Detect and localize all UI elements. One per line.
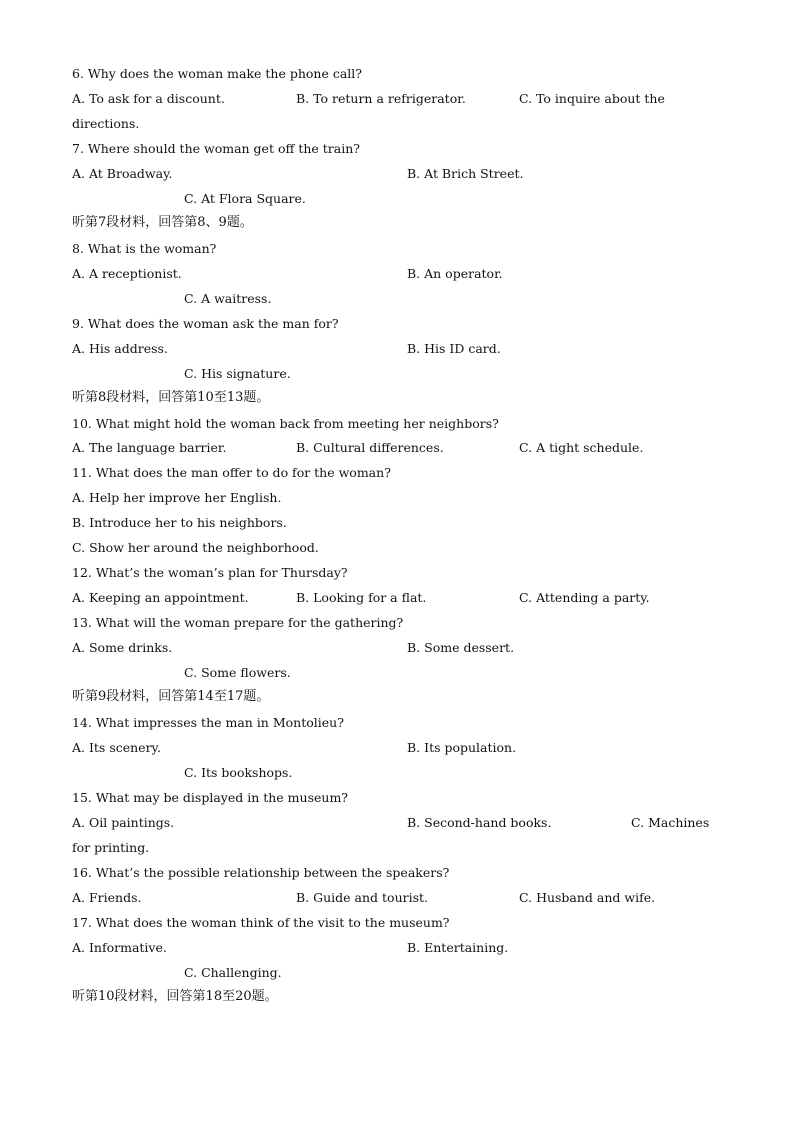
question-7-stem: 7. Where should the woman get off the train? xyxy=(72,141,360,156)
question-7-option-b: B. At Brich Street. xyxy=(407,166,524,181)
question-6-option-c: C. To inquire about the xyxy=(519,91,665,106)
question-15-option-c: C. Machines xyxy=(631,815,710,830)
question-7-option-a: A. At Broadway. xyxy=(72,166,173,181)
question-12-option-b: B. Looking for a flat. xyxy=(296,590,427,605)
section-heading-9: 听第9段材料，回答第14至17题。 xyxy=(72,689,270,704)
question-16-option-a: A. Friends. xyxy=(72,890,142,905)
question-17-option-b: B. Entertaining. xyxy=(407,940,509,955)
question-17-stem: 17. What does the woman think of the visit to the museum? xyxy=(72,915,450,930)
section-heading-8: 听第8段材料，回答第10至13题。 xyxy=(72,390,270,405)
question-9-option-b: B. His ID card. xyxy=(407,341,501,356)
section-heading-10: 听第10段材料，回答第18至20题。 xyxy=(72,989,278,1004)
question-8-option-c: C. A waitress. xyxy=(184,291,272,306)
question-12-option-a: A. Keeping an appointment. xyxy=(72,590,249,605)
question-10-option-b: B. Cultural differences. xyxy=(296,440,444,455)
question-11-option-c: C. Show her around the neighborhood. xyxy=(72,540,319,555)
question-7-option-c: C. At Flora Square. xyxy=(184,191,306,206)
question-14-option-a: A. Its scenery. xyxy=(72,740,161,755)
question-14-option-b: B. Its population. xyxy=(407,740,517,755)
question-15-option-c-continued: for printing. xyxy=(72,840,150,855)
question-8-stem: 8. What is the woman? xyxy=(72,241,217,256)
question-12-stem: 12. What’s the woman’s plan for Thursday? xyxy=(72,565,348,580)
question-11-stem: 11. What does the man offer to do for the woman? xyxy=(72,465,391,480)
question-12-option-c: C. Attending a party. xyxy=(519,590,650,605)
question-15-option-a: A. Oil paintings. xyxy=(72,815,175,830)
question-10-stem: 10. What might hold the woman back from meeting her neighbors? xyxy=(72,416,499,431)
question-17-option-c: C. Challenging. xyxy=(184,965,282,980)
question-8-option-a: A. A receptionist. xyxy=(72,266,182,281)
question-15-stem: 15. What may be displayed in the museum? xyxy=(72,790,349,805)
question-16-stem: 16. What’s the possible relationship between the speakers? xyxy=(72,865,450,880)
question-6-stem: 6. Why does the woman make the phone call? xyxy=(72,66,362,81)
question-13-option-b: B. Some dessert. xyxy=(407,640,515,655)
question-14-option-c: C. Its bookshops. xyxy=(184,765,293,780)
question-10-option-c: C. A tight schedule. xyxy=(519,440,644,455)
question-6-option-a: A. To ask for a discount. xyxy=(72,91,225,106)
question-13-option-c: C. Some flowers. xyxy=(184,665,291,680)
question-9-option-a: A. His address. xyxy=(72,341,168,356)
question-9-option-c: C. His signature. xyxy=(184,366,291,381)
question-14-stem: 14. What impresses the man in Montolieu? xyxy=(72,715,344,730)
question-13-stem: 13. What will the woman prepare for the gathering? xyxy=(72,615,404,630)
section-heading-7: 听第7段材料，回答第8、9题。 xyxy=(72,215,253,230)
question-11-option-a: A. Help her improve her English. xyxy=(72,490,282,505)
question-6-option-c-continued: directions. xyxy=(72,116,140,131)
question-13-option-a: A. Some drinks. xyxy=(72,640,173,655)
question-8-option-b: B. An operator. xyxy=(407,266,503,281)
question-15-option-b: B. Second-hand books. xyxy=(407,815,552,830)
question-16-option-c: C. Husband and wife. xyxy=(519,890,656,905)
question-6-option-b: B. To return a refrigerator. xyxy=(296,91,466,106)
question-9-stem: 9. What does the woman ask the man for? xyxy=(72,316,339,331)
question-10-option-a: A. The language barrier. xyxy=(72,440,227,455)
question-16-option-b: B. Guide and tourist. xyxy=(296,890,429,905)
question-17-option-a: A. Informative. xyxy=(72,940,167,955)
question-11-option-b: B. Introduce her to his neighbors. xyxy=(72,515,287,530)
